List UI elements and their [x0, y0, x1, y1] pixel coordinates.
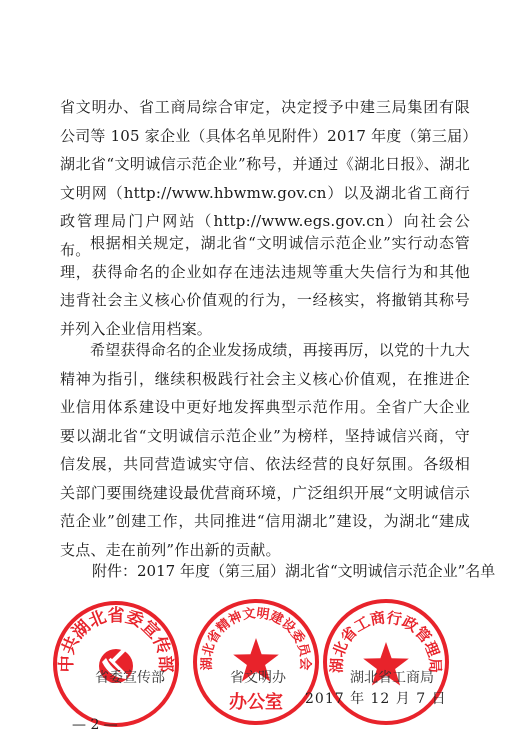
paragraph-2: 根据相关规定，湖北省“文明诚信示范企业”实行动态管理，获得命名的企业如存在违法违规等重大失信行为和其他违背社会主义核心价值观的行为，一经核实，将撤销其称号并列入企业信用档案。	[60, 234, 470, 338]
signatory-propaganda-department: 省委宣传部	[95, 670, 165, 686]
paragraph-1: 省文明办、省工商局综合审定，决定授予中建三局集团有限公司等 105 家企业（具体名单见附件）2017 年度（第三届）湖北省“文明诚信示范企业”称号，并通过《湖北日报》、湖北文明网（http://www.hbwmw.gov.cn）以及湖北省工商行政管理局门户网站（http://www.egs.gov.cn）向社会公布。	[60, 98, 471, 259]
page-number: — 2 —	[72, 717, 118, 733]
seal-2-text: 湖北省精神文明建设委员会	[199, 606, 313, 671]
signatory-industry-commerce-bureau: 湖北省工商局	[350, 670, 434, 686]
seal-1-graphic	[52, 600, 180, 728]
seal-civilization-committee	[192, 598, 320, 726]
paragraph-3: 希望获得命名的企业发扬成绩，再接再厉，以党的十九大精神为指引，继续积极践行社会主义核心价值观，在推进企业信用体系建设中更好地发挥典型示范作用。全省广大企业要以湖北省“文明诚信示范企业”为榜样，坚持诚信兴商，守信发展，共同营造诚实守信、依法经营的良好氛围。各级相关部门要围绕建设最优营商环境，广泛组织开展“文明诚信示范企业”创建工作，共同推进“信用湖北”建设，为湖北“建成支点、走在前列”作出新的贡献。	[60, 341, 471, 559]
seal-1-text: 中共湖北省委宣传部	[56, 605, 176, 673]
issue-date: 2017 年 12 月 7 日	[305, 691, 447, 707]
seal-3-text: 湖北省工商行政管理局	[327, 608, 445, 674]
attachment-line: 附件：2017 年度（第三届）湖北省“文明诚信示范企业”名单	[92, 562, 496, 580]
seal-propaganda-department	[52, 600, 180, 728]
seal-2-bottom-text: 办公室	[229, 692, 283, 713]
seal-2-graphic	[192, 598, 320, 726]
signatory-civilization-office: 省文明办	[230, 670, 286, 686]
